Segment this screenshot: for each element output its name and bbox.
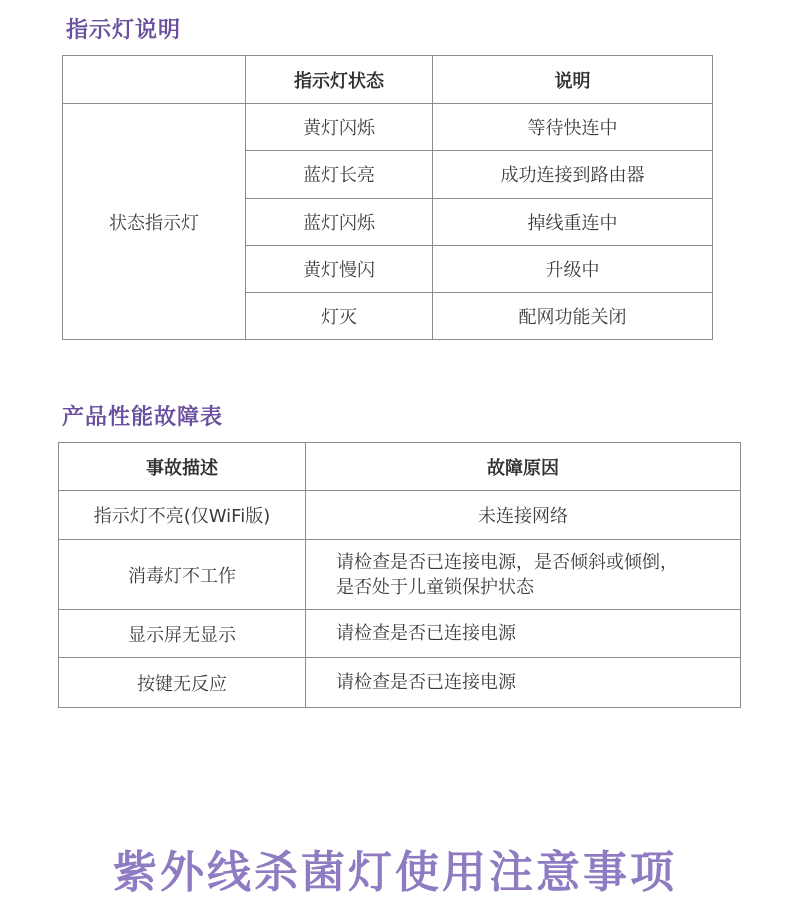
issue-cell: 消毒灯不工作: [59, 540, 306, 610]
issue-cell: 指示灯不亮(仅WiFi版): [59, 491, 306, 540]
indicator-state-cell: 蓝灯闪烁: [246, 198, 433, 245]
indicator-table: [62, 55, 713, 340]
header-cause: 故障原因: [306, 443, 741, 491]
indicator-meaning-cell: 升级中: [433, 245, 713, 292]
header-empty-cell: [63, 56, 246, 104]
indicator-meaning-cell: 等待快连中: [433, 104, 713, 151]
issue-cell: 显示屏无显示: [59, 610, 306, 658]
indicator-meaning-cell: 成功连接到路由器: [433, 151, 713, 198]
indicator-state-cell: 蓝灯长亮: [246, 151, 433, 198]
table-row: [59, 610, 741, 658]
fault-section-title: 产品性能故障表: [62, 405, 224, 430]
table-row: [63, 104, 713, 151]
header-indicator-state: 指示灯状态: [246, 56, 433, 104]
indicator-meaning-cell: 掉线重连中: [433, 198, 713, 245]
table-header-row: [59, 443, 741, 491]
indicator-meaning-cell: 配网功能关闭: [433, 293, 713, 340]
cause-cell: 请检查是否已连接电源: [306, 610, 741, 658]
table-header-row: [63, 56, 713, 104]
indicator-state-cell: 黄灯慢闪: [246, 245, 433, 292]
table-row: [59, 658, 741, 708]
indicator-state-cell: 灯灭: [246, 293, 433, 340]
footer-title: 紫外线杀菌灯使用注意事项: [113, 847, 677, 898]
header-issue: 事故描述: [59, 443, 306, 491]
cause-line: 是否处于儿童锁保护状态: [336, 576, 534, 598]
status-indicator-label: 状态指示灯: [63, 104, 246, 340]
cause-cell: [306, 540, 741, 610]
table-row: [59, 491, 741, 540]
indicator-state-cell: 黄灯闪烁: [246, 104, 433, 151]
cause-cell: 请检查是否已连接电源: [306, 658, 741, 708]
issue-cell: 按键无反应: [59, 658, 306, 708]
table-row: [59, 540, 741, 610]
cause-cell: 未连接网络: [306, 491, 741, 540]
indicator-section-title: 指示灯说明: [66, 18, 182, 43]
fault-table: [58, 442, 741, 708]
header-description: 说明: [433, 56, 713, 104]
cause-line: 请检查是否已连接电源，是否倾斜或倾倒，: [336, 551, 678, 573]
